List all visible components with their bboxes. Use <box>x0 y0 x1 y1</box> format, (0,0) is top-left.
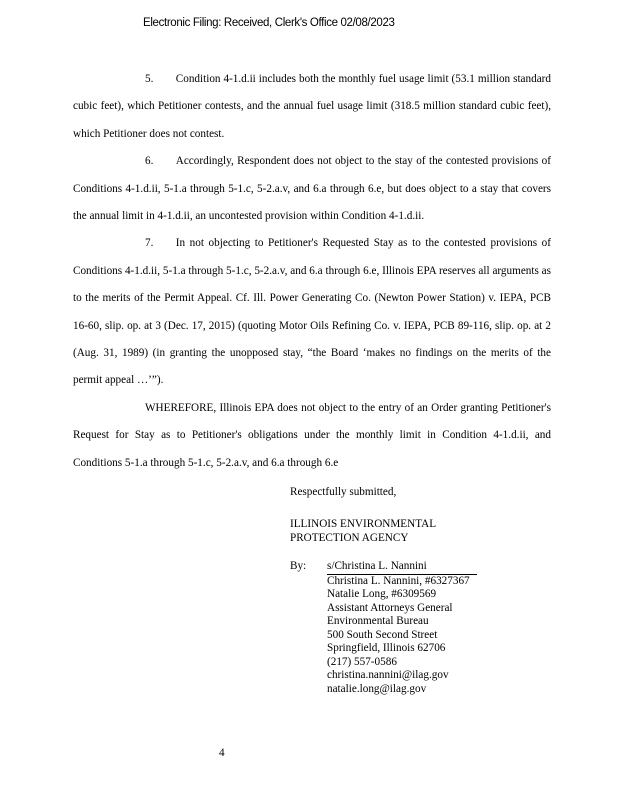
signer-name: Christina L. Nannini, #6327367 <box>327 574 470 587</box>
respectfully-submitted: Respectfully submitted, <box>290 486 397 498</box>
by-label: By: <box>290 560 307 572</box>
cosigner-name: Natalie Long, #6309569 <box>327 588 437 600</box>
electronic-signature: s/Christina L. Nannini <box>327 560 477 575</box>
email-long: natalie.long@ilag.gov <box>327 682 427 695</box>
filing-header: Electronic Filing: Received, Clerk's Office 02/08/2023 <box>143 17 395 29</box>
street-address: 500 South Second Street <box>327 628 438 641</box>
email-nannini: christina.nannini@ilag.gov <box>327 669 449 681</box>
agency-name <box>290 518 436 545</box>
wherefore-paragraph: WHEREFORE, Illinois EPA does not object to the entry of an Order granting Petitioner's Request for Stay as to Petitioner's obligations under the monthly limit in Condition 4-1.d.ii, and Conditions 5-1.a through 5-1.c, 5-2.a.v, and 6.a through 6.e <box>73 401 551 469</box>
paragraph-6: 6. Accordingly, Respondent does not object to the stay of the contested provisions of Conditions 4-1.d.ii, 5-1.a through 5-1.c, 5-2.a.v, and 6.a through 6.e, but does object to a stay that covers the annual limit in 4-1.d.ii, an uncontested provision within Condition 4-1.d.ii. <box>73 155 551 223</box>
phone-number: (217) 557-0586 <box>327 655 397 668</box>
page-number: 4 <box>219 747 225 759</box>
signature-lines <box>327 560 477 696</box>
paragraph-5: 5. Condition 4-1.d.ii includes both the monthly fuel usage limit (53.1 million standard cubic feet), which Petitioner contests, and the annual fuel usage limit (318.5 million standard cubic feet), which Petitioner does not contest. <box>73 73 551 140</box>
agency-line-2: PROTECTION AGENCY <box>290 531 409 544</box>
agency-line-1: ILLINOIS ENVIRONMENTAL <box>290 518 437 530</box>
bureau: Environmental Bureau <box>327 615 429 627</box>
document-body <box>73 66 551 477</box>
paragraph-7: 7. In not objecting to Petitioner's Requested Stay as to the contested provisions of Conditions 4-1.d.ii, 5-1.a through 5-1.c, 5-2.a.v, and 6.a through 6.e, Illinois EPA reserves all arguments as to the merits of the Permit Appeal. Cf. Ill. Power Generating Co. (Newton Power Station) v. IEPA, PCB 16-60, slip. op. at 3 (Dec. 17, 2015) (quoting Motor Oils Refining Co. v. IEPA, PCB 89-116, slip. op. at 2 (Aug. 31, 1989) (in granting the unopposed stay, “the Board ‘makes no findings on the merits of the permit appeal …’”). <box>73 237 551 387</box>
signer-title: Assistant Attorneys General <box>327 601 453 614</box>
city-state-zip: Springfield, Illinois 62706 <box>327 642 446 654</box>
